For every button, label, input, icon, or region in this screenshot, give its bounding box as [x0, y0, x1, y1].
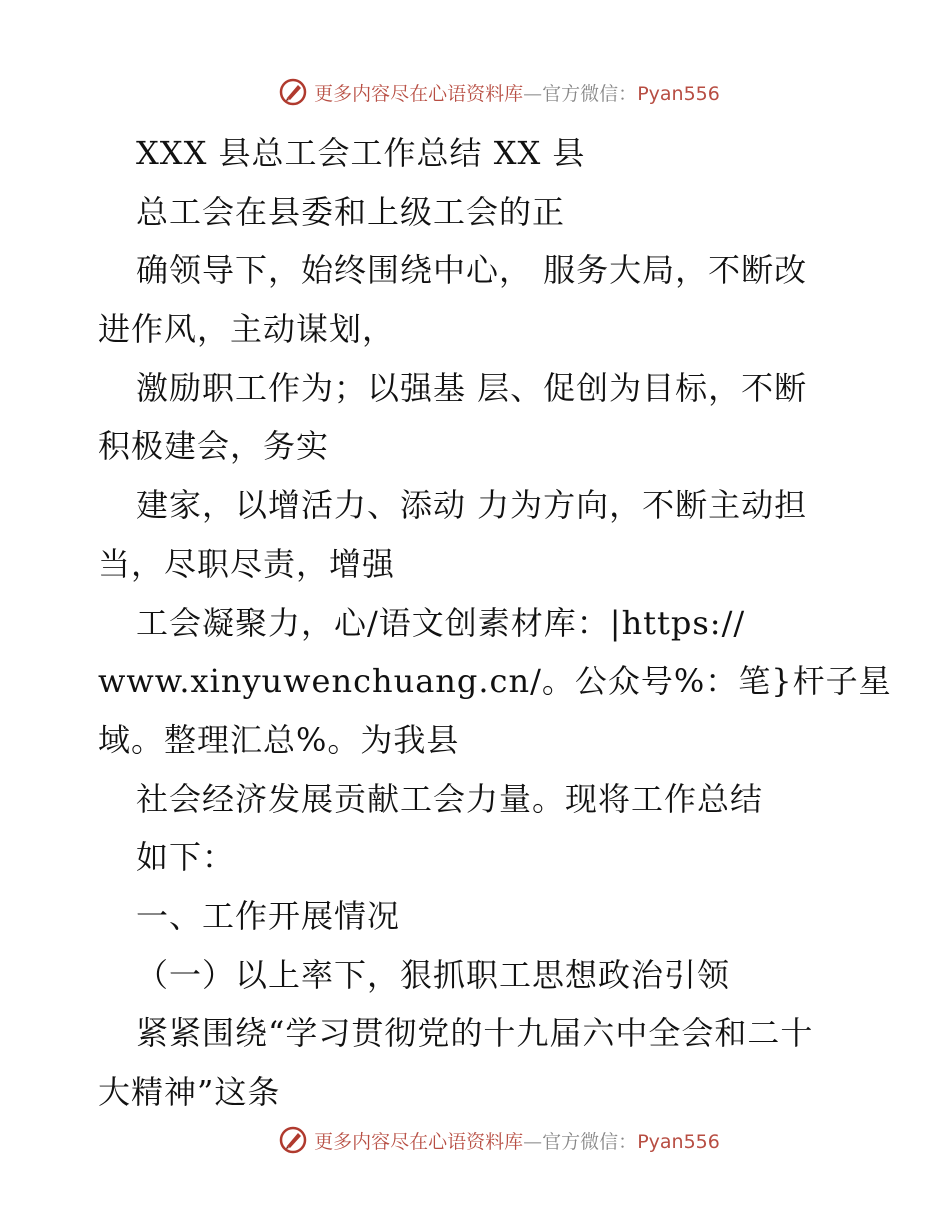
body-line: 工会凝聚力，心/语文创素材库：|https://	[136, 603, 746, 642]
body-line-title: XXX 县总工会工作总结 XX 县	[136, 134, 586, 172]
pen-logo-icon	[278, 77, 308, 107]
subsection-heading: （一）以上率下，狠抓职工思想政治引领	[136, 955, 731, 994]
body-line: 建家，以增活力、添动 力为方向，不断主动担	[136, 486, 808, 525]
body-line: www.xinyuwenchuang.cn/。公众号%：笔}杆子星	[98, 662, 892, 701]
body-line: 紧紧围绕“学习贯彻党的十九届六中全会和二十	[136, 1014, 814, 1053]
body-line: 确领导下，始终围绕中心， 服务大局，不断改	[136, 251, 808, 290]
watermark-banner-bottom	[0, 1120, 950, 1160]
body-line: 域。整理汇总%。为我县	[98, 720, 460, 759]
watermark-text: 更多内容尽在心语资料库—官方微信：Pyan556	[314, 1130, 720, 1153]
body-line: 总工会在县委和上级工会的正	[136, 192, 566, 231]
body-line: 积极建会，务实	[98, 427, 330, 466]
pen-logo-icon	[278, 1125, 308, 1155]
body-line: 社会经济发展贡献工会力量。现将工作总结	[136, 779, 764, 818]
body-line: 进作风，主动谋划，	[98, 310, 396, 349]
body-line: 大精神”这条	[98, 1073, 281, 1111]
watermark-text: 更多内容尽在心语资料库—官方微信：Pyan556	[314, 82, 720, 105]
document-body	[98, 124, 892, 1122]
body-line: 当，尽职尽责，增强	[98, 544, 396, 583]
body-line: 如下：	[136, 838, 236, 877]
watermark-banner-top	[0, 72, 950, 112]
section-heading: 一、工作开展情况	[136, 896, 401, 935]
body-line: 激励职工作为；以强基 层、促创为目标，不断	[136, 368, 808, 407]
